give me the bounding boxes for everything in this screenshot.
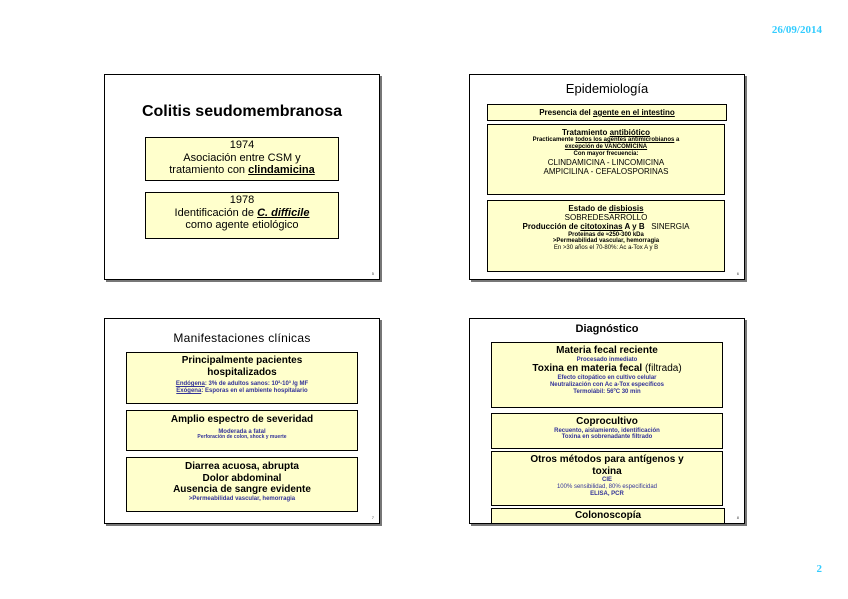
box-line: Diarrea acuosa, abrupta bbox=[185, 461, 299, 472]
box-line bbox=[146, 164, 338, 177]
box-line: Coprocultivo bbox=[576, 416, 638, 427]
text-fragment: Practicamente bbox=[532, 137, 576, 144]
slide-5 bbox=[104, 74, 380, 280]
box-line: Principalmente pacientes bbox=[181, 355, 303, 366]
box-line: En >30 años el 70-80%: Ac a-Tox A y B bbox=[553, 245, 659, 252]
info-box-colonoscopy: Colonoscopía bbox=[491, 508, 725, 524]
box-line: toxina bbox=[592, 465, 622, 477]
box-line: Toxina en sobrenadante filtrado bbox=[561, 434, 653, 441]
text-fragment: SINERGIA bbox=[651, 222, 690, 232]
slide-number: 6 bbox=[736, 271, 739, 276]
box-line bbox=[146, 207, 338, 220]
box-line: AMPICILINA - CEFALOSPORINAS bbox=[543, 167, 669, 177]
box-line: Asociación entre CSM y bbox=[183, 151, 301, 164]
slide-number: 8 bbox=[736, 515, 739, 520]
info-box-treatment bbox=[487, 124, 725, 195]
box-line: Otros métodos para antígenos y bbox=[530, 454, 684, 465]
text-fragment: Endógena bbox=[175, 381, 205, 387]
info-box-dysbiosis bbox=[487, 200, 725, 272]
text-fragment: : 3% de adultos sanos: 10²-10³ /g MF bbox=[204, 381, 309, 387]
box-line: CIE bbox=[601, 477, 612, 483]
info-box-symptoms bbox=[126, 457, 358, 512]
box-line bbox=[488, 137, 724, 144]
slide-title: Colitis seudomembranosa bbox=[141, 103, 343, 120]
page-number: 2 bbox=[816, 563, 822, 575]
box-line: Moderada a fatal bbox=[218, 428, 266, 435]
slide-number: 5 bbox=[371, 271, 374, 276]
text-fragment: Tratamiento bbox=[561, 128, 610, 137]
box-line: Termolábil: 56ºC 30 min bbox=[573, 388, 641, 395]
box-line: Amplio espectro de severidad bbox=[170, 414, 314, 425]
header-date: 26/09/2014 bbox=[771, 24, 822, 36]
slide-6 bbox=[469, 74, 745, 280]
text-fragment: Identificación de bbox=[174, 206, 258, 219]
text-fragment: citotoxinas bbox=[580, 222, 623, 232]
slide-8 bbox=[469, 318, 745, 524]
year-label: 1978 bbox=[229, 194, 255, 206]
text-fragment: A y B bbox=[622, 222, 645, 232]
info-box-1974 bbox=[145, 137, 339, 181]
text-fragment: Estado de bbox=[568, 204, 609, 213]
info-box-fecal bbox=[491, 342, 723, 408]
text-fragment: : Esporas en el ambiente hospitalario bbox=[201, 387, 308, 394]
box-line: Procesado inmediato bbox=[576, 356, 638, 363]
box-line bbox=[127, 388, 357, 395]
text-fragment: disbiosis bbox=[608, 204, 644, 213]
box-line: excepción de VANCOMICINA bbox=[564, 144, 648, 151]
slide-title: Diagnóstico bbox=[575, 323, 639, 335]
box-line: como agente etiológico bbox=[185, 219, 299, 232]
info-box-patients bbox=[126, 352, 358, 404]
box-line: Perforación de colon, shock y muerte bbox=[197, 434, 287, 441]
box-line bbox=[127, 381, 357, 388]
box-heading bbox=[488, 204, 724, 213]
text-fragment: a bbox=[674, 137, 680, 144]
info-box-1978 bbox=[145, 192, 339, 239]
text-fragment: tratamiento con bbox=[169, 164, 249, 177]
box-line: Recuento, aislamiento, identificación bbox=[554, 427, 660, 434]
slide-title: Manifestaciones clínicas bbox=[173, 331, 311, 345]
text-fragment: (filtrada) bbox=[642, 363, 682, 375]
organism-name: C. difficile bbox=[257, 206, 310, 219]
box-line: >Permeabilidad vascular, hemorragia bbox=[188, 495, 296, 502]
box-line: Con mayor frecuencia: bbox=[573, 150, 639, 157]
box-line: ELISA, PCR bbox=[590, 490, 624, 497]
text-fragment: Producción de bbox=[522, 222, 581, 232]
box-line: Dolor abdominal bbox=[202, 472, 282, 484]
box-line bbox=[492, 363, 722, 375]
box-line: 100% sensibilidad, 80% especificidad bbox=[556, 483, 658, 490]
text-fragment: Exógena bbox=[176, 387, 202, 394]
box-heading bbox=[488, 128, 724, 137]
drug-name: clindamicina bbox=[248, 164, 315, 177]
text-fragment: Presencia del bbox=[539, 108, 593, 117]
box-line: Proteínas de ≈250-300 kDa bbox=[568, 231, 644, 238]
box-line: CLINDAMICINA - LINCOMICINA bbox=[547, 157, 665, 167]
slide-7 bbox=[104, 318, 380, 524]
info-box-severity bbox=[126, 410, 358, 451]
text-fragment: Toxina en materia fecal bbox=[532, 363, 643, 375]
text-fragment: todos los agentes antimicrobianos bbox=[575, 137, 675, 144]
info-box-other-methods bbox=[491, 451, 723, 506]
box-line: Ausencia de sangre evidente bbox=[173, 484, 311, 495]
box-line: Efecto citopático en cultivo celular bbox=[557, 374, 657, 381]
box-line bbox=[488, 222, 724, 231]
box-line: hospitalizados bbox=[207, 366, 277, 378]
box-line: Neutralización con Ac a-Tox específicos bbox=[549, 381, 665, 388]
info-box-culture bbox=[491, 413, 723, 449]
slide-title: Epidemiología bbox=[565, 81, 649, 96]
text-fragment: agente en el intestino bbox=[593, 108, 675, 117]
box-line: >Permeabilidad vascular, hemorragia bbox=[552, 238, 660, 245]
box-line: SOBREDESARROLLO bbox=[564, 213, 648, 223]
year-label: 1974 bbox=[229, 139, 255, 151]
info-box-presence bbox=[487, 104, 727, 121]
box-line: Materia fecal reciente bbox=[556, 345, 658, 356]
text-fragment: antibiótico bbox=[609, 128, 651, 137]
slide-number: 7 bbox=[371, 515, 374, 520]
